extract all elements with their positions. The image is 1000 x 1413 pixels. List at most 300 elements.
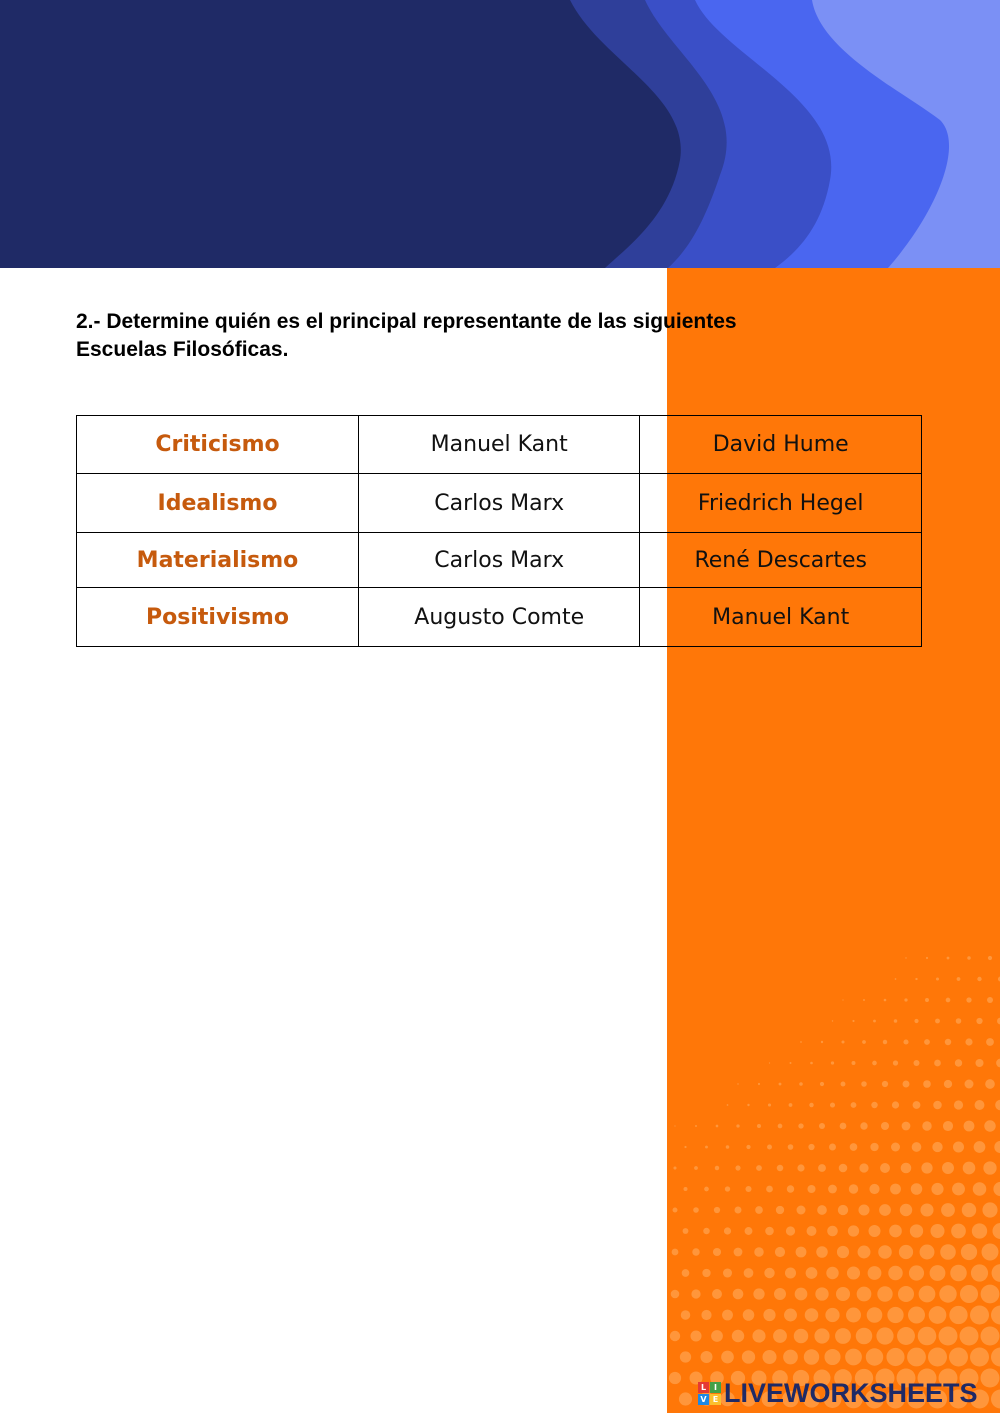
halftone-dot [934,1060,941,1067]
halftone-dot [988,956,992,960]
halftone-dot [880,1163,890,1173]
option-b[interactable]: Manuel Kant [640,588,922,647]
halftone-dot [672,1249,679,1256]
school-name: Idealismo [77,474,359,533]
halftone-dot [945,1039,951,1045]
halftone-dot [737,1083,738,1084]
halftone-dot [711,1330,723,1342]
halftone-dot [930,1224,944,1238]
halftone-dot [926,957,928,959]
halftone-dot [891,1143,900,1152]
halftone-dot [818,1164,826,1172]
halftone-dot [691,1289,700,1298]
halftone-dot [835,1328,851,1344]
halftone-dot [963,1162,976,1175]
brand-mark-letter: E [710,1394,721,1405]
halftone-dot [795,1288,808,1301]
halftone-dot [847,1266,860,1279]
halftone-dot [861,1081,867,1087]
halftone-dot [703,1228,710,1235]
halftone-dot [756,1165,762,1171]
halftone-dot [794,1329,808,1343]
halftone-dot [863,999,865,1001]
halftone-dot [674,1125,675,1126]
halftone-dot [830,1102,835,1107]
halftone-dot [983,1161,996,1174]
halftone-dot [732,1330,744,1342]
halftone-dot [789,1103,793,1107]
instruction-line-1: 2.- Determine quién es el principal representante de las siguientes [76,310,737,333]
halftone-dot [673,1166,676,1169]
halftone-dot [984,1120,995,1131]
halftone-dot [837,1246,849,1258]
halftone-dot [991,1390,1000,1409]
halftone-dot [851,1102,857,1108]
halftone-dot [920,1203,933,1216]
option-b[interactable]: René Descartes [640,533,922,588]
halftone-dot [775,1247,785,1257]
halftone-dot [766,1186,773,1193]
halftone-dot [805,1308,819,1322]
halftone-dot [971,1264,988,1281]
halftone-dot [879,1204,891,1216]
halftone-dot [972,1223,987,1238]
halftone-dot [755,1206,763,1214]
table-row [77,588,922,647]
halftone-dot [828,1185,837,1194]
option-a[interactable]: Carlos Marx [359,533,640,588]
halftone-dot [857,1287,872,1302]
halftone-dot [907,1348,926,1367]
halftone-dot [723,1268,732,1277]
halftone-dot [765,1227,774,1236]
halftone-dot [850,1143,858,1151]
halftone-dot [841,1040,844,1043]
halftone-dot [849,1184,858,1193]
halftone-dot [996,1059,1000,1068]
halftone-dot [777,1165,784,1172]
halftone-dot [742,1350,755,1363]
halftone-dot [673,1208,678,1213]
halftone-dot [800,1041,802,1043]
halftone-dot [869,1184,879,1194]
halftone-dot [716,1125,719,1128]
halftone-dot [894,1019,898,1023]
halftone-dot [816,1246,828,1258]
halftone-dot [887,1307,903,1323]
table-row [77,474,922,533]
halftone-dot [949,1348,968,1367]
halftone-dot [919,1286,936,1303]
halftone-dot [724,1227,731,1234]
halftone-dot [974,1141,986,1153]
halftone-dot [977,977,981,981]
halftone-dot [683,1187,687,1191]
halftone-dot [905,957,906,958]
brand-mark-letter: L [698,1382,709,1393]
halftone-dot [866,1348,883,1365]
halftone-dot [796,1247,807,1258]
halftone-dot [924,1039,930,1045]
halftone-dot [970,1348,989,1367]
halftone-dot [758,1083,760,1085]
halftone-dot [680,1351,691,1362]
halftone-dot [790,1062,792,1064]
halftone-dot [809,1103,813,1107]
halftone-dot [695,1125,697,1127]
halftone-dot [941,1203,955,1217]
halftone-dot [943,1121,953,1131]
halftone-dot [881,1122,889,1130]
halftone-dot [898,1286,914,1302]
halftone-dot [783,1350,798,1365]
halftone-dot [705,1146,708,1149]
halftone-dot [982,1202,997,1217]
halftone-dot [842,999,843,1000]
school-name: Materialismo [77,533,359,588]
brand-name: LIVEWORKSHEETS [724,1377,978,1408]
halftone-dot [679,1392,692,1405]
halftone-dot [786,1226,795,1235]
halftone-dot [670,1331,680,1341]
halftone-dot [961,1244,977,1260]
halftone-dot [966,997,971,1002]
halftone-dot [807,1226,817,1236]
halftone-dot [992,1264,1000,1282]
halftone-dot [936,977,939,980]
halftone-dot [859,1163,868,1172]
halftone-dot [797,1164,804,1171]
halftone-dot [903,1039,908,1044]
halftone-dot [820,1082,824,1086]
halftone-dot [947,957,950,960]
halftone-dot [832,1020,833,1021]
halftone-dot [987,997,993,1003]
halftone-dot [913,1101,921,1109]
halftone-dot [915,978,917,980]
halftone-dot [798,1123,803,1128]
halftone-dot [960,1327,979,1346]
halftone-dot [932,1142,942,1152]
halftone-dot [829,1144,836,1151]
halftone-dot [929,1306,947,1324]
halftone-dot [922,1121,931,1130]
halftone-dot [933,1101,942,1110]
halftone-dot [773,1329,787,1343]
halftone-dot [784,1309,797,1322]
halftone-dot [735,1207,742,1214]
halftone-dot [942,1162,954,1174]
halftone-dot [684,1146,686,1148]
halftone-dot [900,1204,912,1216]
halftone-dot [902,1122,911,1131]
halftone-dot [722,1310,733,1321]
halftone-dot [965,1038,972,1045]
halftone-dot [768,1103,771,1106]
halftone-dot [778,1124,783,1129]
halftone-dot [965,1080,974,1089]
halftone-dot [744,1268,754,1278]
halftone-dot [694,1166,698,1170]
halftone-dot [931,1183,943,1195]
halftone-dot [868,1266,882,1280]
instruction-line-2: Escuelas Filosóficas. [76,338,289,361]
halftone-dot [886,1348,904,1366]
option-a[interactable]: Augusto Comte [359,588,640,647]
halftone-dot [735,1165,740,1170]
halftone-dot [846,1308,861,1323]
halftone-dot [970,1306,989,1325]
halftone-dot [949,1306,967,1324]
halftone-dot [825,1308,839,1322]
halftone-dot [840,1123,847,1130]
option-a[interactable]: Carlos Marx [359,474,640,533]
halftone-dot [785,1267,796,1278]
halftone-dot [991,1348,1000,1367]
table-row [77,416,922,474]
halftone-dot [918,1327,937,1346]
instruction-text [76,308,876,364]
halftone-dot [692,1248,699,1255]
halftone-dot [985,1079,995,1089]
halftone-dot [753,1288,764,1299]
halftone-dot [701,1310,711,1320]
schools-table [76,415,922,647]
halftone-dot [721,1351,734,1364]
halftone-dot [928,1348,947,1367]
halftone-dot [807,1185,815,1193]
halftone-dot [981,1285,1000,1304]
halftone-dot [810,1062,813,1065]
halftone-dot [991,1306,1000,1325]
halftone-dot [869,1225,881,1237]
halftone-dot [733,1289,744,1300]
halftone-dot [808,1144,814,1150]
halftone-dot [992,1223,1000,1239]
halftone-dot [909,1265,924,1280]
halftone-dot [814,1328,829,1343]
halftone-dot [921,1162,932,1173]
halftone-dot [841,1082,846,1087]
halftone-dot [826,1267,838,1279]
halftone-dot [752,1329,765,1342]
halftone-dot [897,1327,915,1345]
halftone-dot [824,1349,840,1365]
halftone-dot [981,1369,1000,1388]
wave-decoration [0,0,1000,268]
halftone-dot [690,1330,701,1341]
option-b[interactable]: Friedrich Hegel [640,474,922,533]
halftone-dot [764,1268,774,1278]
table-row [77,533,922,588]
halftone-dot [940,1244,956,1260]
halftone-dot [713,1248,721,1256]
halftone-dot [981,1327,1000,1346]
halftone-dot [702,1269,710,1277]
halftone-dot [815,1287,828,1300]
halftone-dot [856,1328,873,1345]
halftone-dot [767,1145,772,1150]
school-name: Positivismo [77,588,359,647]
halftone-dot [882,1081,888,1087]
halftone-dot [889,1225,902,1238]
halftone-dot [960,1285,978,1303]
halftone-dot [681,1310,690,1319]
halftone-dot [935,1019,940,1024]
halftone-dot [995,1100,1000,1111]
halftone-dot [964,1121,975,1132]
halftone-dot [715,1166,719,1170]
halftone-dot [939,1285,956,1302]
halftone-dot [827,1226,838,1237]
halftone-dot [817,1205,827,1215]
halftone-dot [973,1182,987,1196]
halftone-dot [923,1080,931,1088]
halftone-dot [908,1307,925,1324]
halftone-dot [888,1266,902,1280]
halftone-dot [904,998,907,1001]
halftone-dot [967,956,970,959]
halftone-dot [953,1141,964,1152]
halftone-dot [892,1101,899,1108]
halftone-dot [845,1349,862,1366]
halftone-dot [799,1082,803,1086]
halftone-dot [910,1224,923,1237]
halftone-dot [975,1100,985,1110]
halftone-dot [725,1186,730,1191]
halftone-dot [956,1018,962,1024]
halftone-dot [895,978,897,980]
halftone-dot [871,1102,877,1108]
halftone-dot [745,1227,753,1235]
halftone-dot [836,1287,850,1301]
halftone-dot [872,1061,877,1066]
halftone-dot [774,1288,786,1300]
halftone-dot [838,1205,848,1215]
halftone-dot [819,1123,825,1129]
halftone-dot [714,1207,720,1213]
halftone-dot [950,1265,967,1282]
halftone-dot [982,1244,999,1261]
halftone-dot [669,1372,681,1384]
halftone-dot [899,1245,913,1259]
halftone-dot [769,1062,770,1063]
brand-mark-letter: I [710,1382,721,1393]
halftone-dot [952,1183,965,1196]
halftone-dot [930,1265,946,1281]
halftone-dot [831,1061,834,1064]
halftone-dot [682,1269,690,1277]
option-a[interactable]: Manuel Kant [359,416,640,474]
halftone-dot [939,1327,958,1346]
halftone-dot [878,1245,892,1259]
halftone-dot [704,1187,709,1192]
halftone-dot [876,1327,893,1344]
halftone-dot [747,1104,749,1106]
halftone-dot [779,1083,782,1086]
brand-mark-icon [698,1382,721,1405]
halftone-dot [870,1143,878,1151]
halftone-dot [994,1141,1000,1153]
halftone-dot [913,1060,919,1066]
halftone-dot [914,1019,918,1023]
halftone-dot [883,1040,887,1044]
halftone-dot [955,1059,962,1066]
halftone-dot [848,1225,859,1236]
halftone-dot [693,1207,699,1213]
brand-mark-letter: V [698,1394,709,1405]
halftone-dot [858,1204,869,1215]
halftone-dot [986,1038,994,1046]
halftone-dot [787,1185,794,1192]
halftone-dot [903,1081,910,1088]
halftone-dot [962,1203,976,1217]
school-name: Criticismo [77,416,359,474]
halftone-dot [867,1307,883,1323]
halftone-dot [901,1163,912,1174]
halftone-dot [993,1182,1000,1196]
halftone-dot [860,1122,867,1129]
halftone-dot [862,1040,866,1044]
option-b[interactable]: David Hume [640,416,922,474]
halftone-dot [852,1020,854,1022]
liveworksheets-logo[interactable] [698,1378,978,1408]
halftone-dot [683,1228,689,1234]
halftone-dot [762,1350,776,1364]
halftone-dot [951,1224,966,1239]
halftone-dot [920,1245,935,1260]
halftone-dot [852,1061,856,1065]
halftone-dot [763,1309,775,1321]
halftone-dot [925,998,929,1002]
halftone-dot [754,1247,763,1256]
halftone-dot [743,1309,755,1321]
halftone-dot [757,1124,761,1128]
halftone-dot [806,1267,818,1279]
halftone-dot [726,1145,730,1149]
halftone-dot [954,1100,963,1109]
halftone-dot [745,1186,751,1192]
halftone-dot [796,1205,805,1214]
halftone-dot [890,1184,901,1195]
halftone-dot [776,1206,784,1214]
halftone-dot [893,1060,898,1065]
halftone-dot [839,1164,848,1173]
halftone-dot [712,1289,722,1299]
halftone-dot [788,1144,794,1150]
halftone-dot [700,1351,712,1363]
halftone-dot [912,1142,922,1152]
halftone-dot [821,1041,823,1043]
halftone-dot [734,1248,743,1257]
halftone-dot [671,1290,680,1299]
halftone-dot [911,1183,923,1195]
halftone-dot [975,1059,983,1067]
header-banner [0,0,1000,268]
halftone-dot [944,1080,952,1088]
halftone-dot [736,1124,739,1127]
halftone-dot [877,1286,892,1301]
halftone-dot [957,977,961,981]
halftone-dot [873,1020,876,1023]
halftone-dot [746,1145,750,1149]
halftone-dot [976,1018,982,1024]
halftone-dot [884,999,887,1002]
halftone-dot [946,998,951,1003]
halftone-dot [858,1246,871,1259]
halftone-dot [727,1104,729,1106]
halftone-dot [804,1349,819,1364]
